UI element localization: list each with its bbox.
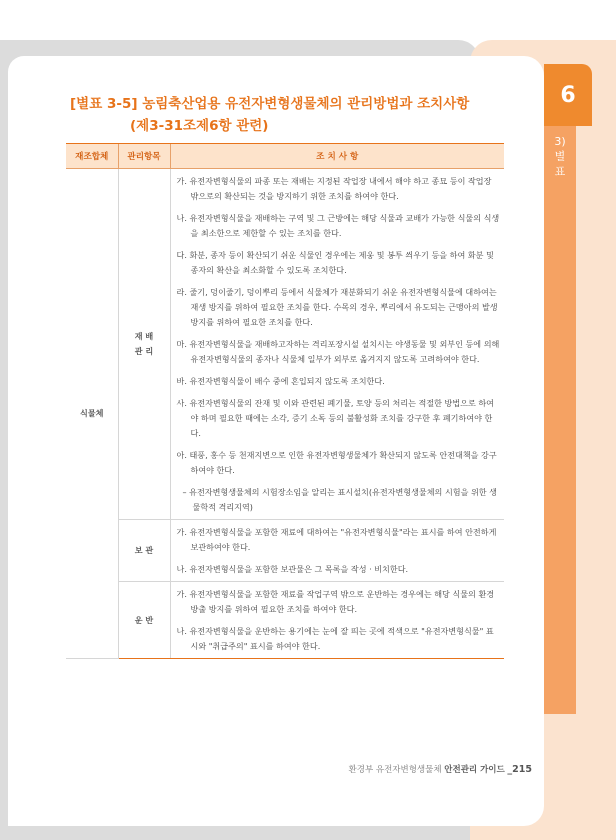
footer-guide-title: 안전관리 가이드	[444, 765, 505, 775]
table-row	[66, 169, 504, 520]
table-header-row	[66, 144, 504, 169]
list-sub-item: – 유전자변형생물체의 시험장소임을 알리는 표시설치(유전자변형생물체의 시험을 위한 생물학적 격리지역)	[182, 487, 498, 512]
measures-cultivation	[170, 169, 504, 520]
list-item: 사. 유전자변형식물의 잔재 및 이와 관련된 폐기물, 토양 등의 처리는 적절한 방법으로 하여야 하며 필요한 때에는 소각, 증기 소독 등의 불활성화 조치를 강구한 후 폐기하여야 한다.	[176, 398, 494, 438]
section-strip	[544, 126, 576, 714]
list-item: 나. 유전자변형식물을 포함한 보관물은 그 목록을 작성 · 비치한다.	[176, 564, 409, 574]
group-label-cultivation	[118, 169, 170, 520]
page-number: _215	[507, 764, 532, 775]
list-item: 가. 유전자변형식물을 포함한 재료를 작업구역 밖으로 운반하는 경우에는 해당 식물의 환경방출 방지를 위하여 필요한 조치를 하여야 한다.	[176, 589, 495, 614]
list-item: 나. 유전자변형식물을 재배하는 구역 및 그 근방에는 해당 식물과 교배가 가능한 식물의 식생을 최소한으로 제한할 수 있는 조치를 한다.	[176, 213, 500, 238]
chapter-number: 6	[560, 82, 576, 108]
list-item: 아. 태풍, 홍수 등 천재지변으로 인한 유전자변형생물체가 확산되지 않도록 안전대책을 강구하여야 한다.	[176, 450, 497, 475]
section-char-2: 표	[554, 165, 566, 178]
group-label-line: 관 리	[134, 346, 154, 356]
chapter-tab[interactable]	[544, 64, 592, 126]
category-cell: 식물체	[66, 169, 118, 659]
group-label-storage: 보 관	[118, 520, 170, 582]
section-char-1: 별	[554, 150, 566, 163]
page-footer	[300, 763, 532, 775]
header-recombinant: 재조합체	[66, 144, 118, 169]
page-title	[70, 93, 530, 137]
group-label-transport: 운 반	[118, 582, 170, 659]
list-item: 마. 유전자변형식물을 재배하고자하는 격리포장시설 설치시는 야생동물 및 외부인 등에 의해 유전자변형식물의 종자나 식물체 일부가 외부로 옮겨지지 않도록 고려하여야 한다.	[176, 339, 500, 364]
measures-transport	[170, 582, 504, 659]
list-item: 다. 화분, 종자 등이 확산되기 쉬운 식물인 경우에는 제웅 및 봉투 씌우기 등을 하여 화분 및 종자의 확산을 최소화할 수 있도록 조치한다.	[176, 250, 494, 275]
header-measures: 조 치 사 항	[170, 144, 504, 169]
management-table	[66, 143, 504, 659]
list-item: 라. 줄기, 덩이줄기, 덩이뿌리 등에서 식물체가 재분화되기 쉬운 유전자변형식물에 대하여는 재생 방지를 위하여 필요한 조치를 한다. 수목의 경우, 뿌리에서 유도되는 근맹아의 발생 방지를 위하여 필요한 조치를 한다.	[176, 287, 498, 327]
section-label[interactable]	[548, 134, 572, 179]
measures-storage	[170, 520, 504, 582]
footer-publisher: 환경부 유전자변형생물체	[348, 765, 442, 775]
title-line-1: [별표 3-5] 농림축산업용 유전자변형생물체의 관리방법과 조치사항	[70, 96, 470, 112]
table-row	[66, 582, 504, 659]
group-label-line: 재 배	[134, 331, 154, 341]
list-item: 나. 유전자변형식물을 운반하는 용기에는 눈에 잘 띄는 곳에 적색으로 "유전자변형식물" 표시와 "취급주의" 표시를 하여야 한다.	[176, 626, 494, 651]
title-line-2: (제3-31조제6항 관련)	[130, 118, 269, 134]
list-item: 바. 유전자변형식물이 배수 중에 혼입되지 않도록 조치한다.	[176, 376, 385, 386]
table-row	[66, 520, 504, 582]
header-management-item: 관리항목	[118, 144, 170, 169]
list-item: 가. 유전자변형식물의 파종 또는 재배는 지정된 작업장 내에서 해야 하고 종묘 등이 작업장 밖으로의 확산되는 것을 방지하기 위한 조치를 하여야 한다.	[176, 176, 492, 201]
list-item: 가. 유전자변형식물을 포함한 재료에 대하여는 "유전자변형식물"라는 표시를 하여 안전하게 보관하여야 한다.	[176, 527, 497, 552]
section-number: 3)	[554, 135, 566, 148]
